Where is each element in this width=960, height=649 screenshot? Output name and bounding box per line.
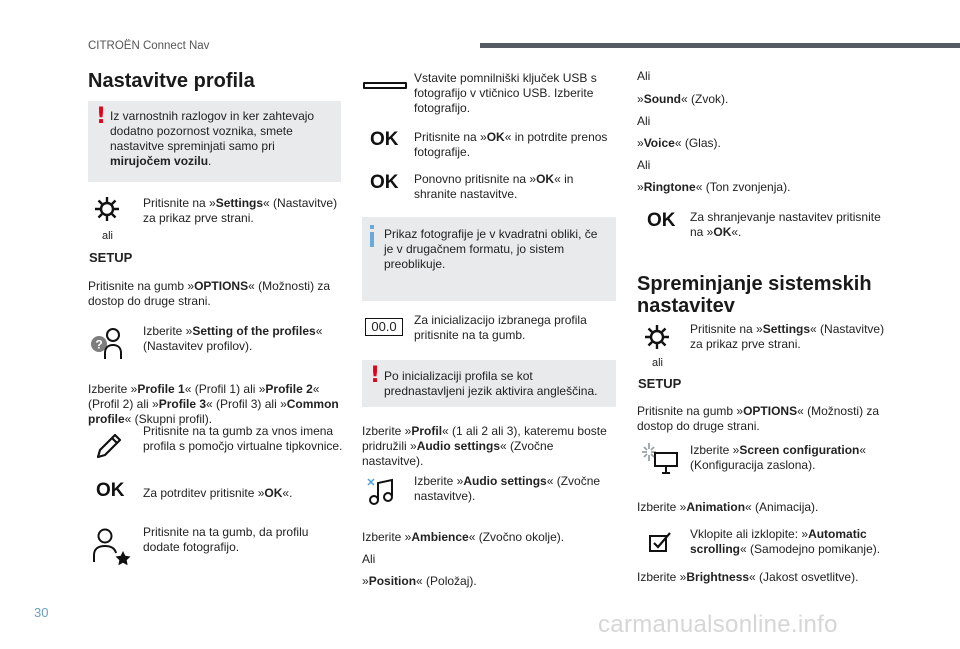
info-icon xyxy=(370,225,374,247)
safety-warning-note xyxy=(88,101,341,182)
ali-separator: Ali xyxy=(637,158,651,172)
checkbox-icon xyxy=(648,530,674,554)
gear-icon xyxy=(643,323,671,351)
info-note-text: Prikaz fotografije je v kvadratni obliki, če je v drugačnem formatu, jo sistem preoblikuje. xyxy=(384,227,598,271)
screen-configuration-icon xyxy=(641,441,681,477)
animation-option: Izberite »Animation« (Animacija). xyxy=(637,500,819,514)
watermark: carmanualsonline.info xyxy=(598,611,838,638)
options-instruction: Pritisnite na gumb »OPTIONS« (Možnosti) za dostop do druge strani. xyxy=(88,279,331,308)
music-settings-icon xyxy=(366,477,396,507)
pencil-icon xyxy=(94,430,122,460)
section-title-system-settings: Spreminjanje sistemskih nastavitev xyxy=(637,273,872,317)
ok-button-icon: OK xyxy=(370,172,399,193)
step-save-text: Za shranjevanje nastavitev pritisnite na »OK«. xyxy=(690,210,881,239)
step-screen-text: Izberite »Screen configuration« (Konfiguracija zaslona). xyxy=(690,443,867,472)
step-reset-text: Za inicializacijo izbranega profila pritisnite na ta gumb. xyxy=(414,313,587,342)
step-audio-text: Izberite »Audio settings« (Zvočne nastavitve). xyxy=(414,474,601,503)
gear-icon xyxy=(93,195,121,223)
ok-button-icon: OK xyxy=(370,129,399,150)
step-ok-save-text: Ponovno pritisnite na »OK« in shranite nastavitve. xyxy=(414,172,574,201)
step-profiles-text: Izberite »Setting of the profiles« (Nastavitev profilov). xyxy=(143,324,323,353)
profile-question-icon xyxy=(88,326,128,362)
brightness-option: Izberite »Brightness« (Jakost osvetlitve). xyxy=(637,570,859,584)
info-note xyxy=(362,217,616,301)
ali-separator: Ali xyxy=(637,69,651,83)
select-profile-instruction: Izberite »Profile 1« (Profil 1) ali »Profile 2« (Profil 2) ali »Profile 3« (Profil 3) ali »Common profile« (Skupni profil). xyxy=(88,382,339,426)
step-scroll-text: Vklopite ali izklopite: »Automatic scrolling« (Samodejno pomikanje). xyxy=(690,527,881,556)
step-settings-text: Pritisnite na »Settings« (Nastavitve) za prikaz prve strani. xyxy=(143,196,338,225)
svg-text:?: ? xyxy=(95,337,103,352)
reset-warning-note xyxy=(362,360,616,407)
setup-ali-label: ali xyxy=(102,230,114,242)
step-ok-transfer-text: Pritisnite na »OK« in potrdite prenos fotografije. xyxy=(414,130,608,159)
step-usb-text: Vstavite pomnilniški ključek USB s fotografijo v vtičnico USB. Izberite fotografijo. xyxy=(414,71,597,115)
manual-header-title: CITROËN Connect Nav xyxy=(88,40,210,52)
setup-ali-label: ali xyxy=(652,357,664,369)
step-settings-text: Pritisnite na »Settings« (Nastavitve) za prikaz prve strani. xyxy=(690,322,885,351)
setup-button-label: SETUP xyxy=(89,250,133,265)
ringtone-option: »Ringtone« (Ton zvonjenja). xyxy=(637,180,791,194)
section-title-profile-settings: Nastavitve profila xyxy=(88,70,255,92)
header-rule xyxy=(480,43,960,48)
ali-separator: Ali xyxy=(362,552,376,566)
select-profil-instruction: Izberite »Profil« (1 ali 2 ali 3), kateremu boste pridružili »Audio settings« (Zvočne nastavitve). xyxy=(362,424,607,468)
position-option: »Position« (Položaj). xyxy=(362,574,477,588)
usb-icon xyxy=(363,82,407,89)
voice-option: »Voice« (Glas). xyxy=(637,136,721,150)
reset-warning-text: Po inicializaciji profila se kot prednastavljeni jezik aktivira angleščina. xyxy=(384,369,598,398)
page-number: 30 xyxy=(34,605,49,620)
step-keyboard-text: Pritisnite na ta gumb za vnos imena profila s pomočjo virtualne tipkovnice. xyxy=(143,424,343,453)
options-instruction: Pritisnite na gumb »OPTIONS« (Možnosti) za dostop do druge strani. xyxy=(637,404,880,433)
warning-text: Iz varnostnih razlogov in ker zahtevajo dodatno pozornost voznika, smete nastavitve spreminjati samo pri mirujočem vozilu. xyxy=(110,109,315,168)
warning-icon: ! xyxy=(96,104,107,129)
ok-button-icon: OK xyxy=(96,480,125,501)
ok-button-icon: OK xyxy=(647,210,676,231)
step-confirm-text: Za potrditev pritisnite »OK«. xyxy=(143,486,293,500)
step-photo-text: Pritisnite na ta gumb, da profilu dodate fotografijo. xyxy=(143,525,309,554)
setup-button-label: SETUP xyxy=(638,376,682,391)
ambience-option: Izberite »Ambience« (Zvočno okolje). xyxy=(362,530,565,544)
profile-photo-icon xyxy=(90,527,132,565)
reset-profile-button: 00.0 xyxy=(365,318,403,336)
warning-icon: ! xyxy=(370,363,381,388)
sound-option: »Sound« (Zvok). xyxy=(637,92,729,106)
ali-separator: Ali xyxy=(637,114,651,128)
